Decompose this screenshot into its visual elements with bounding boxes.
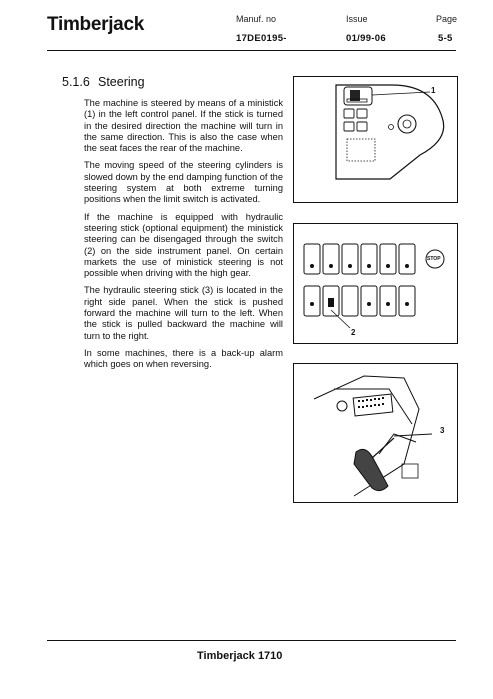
callout-2: 2 — [351, 328, 356, 337]
figure-hydraulic-steering-stick — [293, 363, 458, 503]
issue-label: Issue — [346, 14, 368, 24]
paragraph: In some machines, there is a back-up alarm which goes on when reversing. — [84, 347, 283, 370]
header-rule — [47, 50, 456, 51]
hydraulic-steering-stick-drawing — [294, 364, 457, 502]
callout-1: 1 — [431, 86, 436, 95]
paragraph: The hydraulic steering stick (3) is located in the right side panel. When the stick is pushed forward the machine will turn to the left. When the stick is pulled backward the machine will turn to the right. — [84, 285, 283, 341]
issue-value: 01/99-06 — [346, 33, 386, 44]
section-title: Steering — [98, 75, 145, 89]
paragraph: The moving speed of the steering cylinders is slowed down by the end damping function of the steering system at both extreme turning positions when the limit switch is activated. — [84, 160, 283, 205]
side-instrument-panel-drawing — [294, 224, 457, 343]
footer-rule — [47, 640, 456, 641]
left-control-panel-drawing — [294, 77, 457, 202]
page-value: 5-5 — [438, 33, 453, 44]
paragraph: The machine is steered by means of a ministick (1) in the left control panel. If the stick is turned in the desired direction the machine will turn in the same direction. This is also the case when the seat faces the rear of the machine. — [84, 98, 283, 154]
stop-label: STOP — [427, 256, 441, 262]
manuf-value: 17DE0195- — [236, 33, 287, 44]
page-label: Page — [436, 14, 458, 24]
manuf-label: Manuf. no — [236, 14, 277, 24]
figure-left-control-panel — [293, 76, 458, 203]
body-text — [84, 98, 283, 377]
callout-3: 3 — [440, 426, 445, 435]
figure-side-instrument-panel — [293, 223, 458, 344]
brand-logo: Timberjack — [47, 14, 144, 35]
footer-model: Timberjack 1710 — [197, 650, 283, 662]
paragraph: If the machine is equipped with hydraulic steering stick (optional equipment) the ministick steering can be disengaged through the switch (2) on the side instrument panel. On certain markets the use of ministick steering is not possible when driving with the high gear. — [84, 211, 283, 279]
section-number: 5.1.6 — [62, 75, 90, 89]
